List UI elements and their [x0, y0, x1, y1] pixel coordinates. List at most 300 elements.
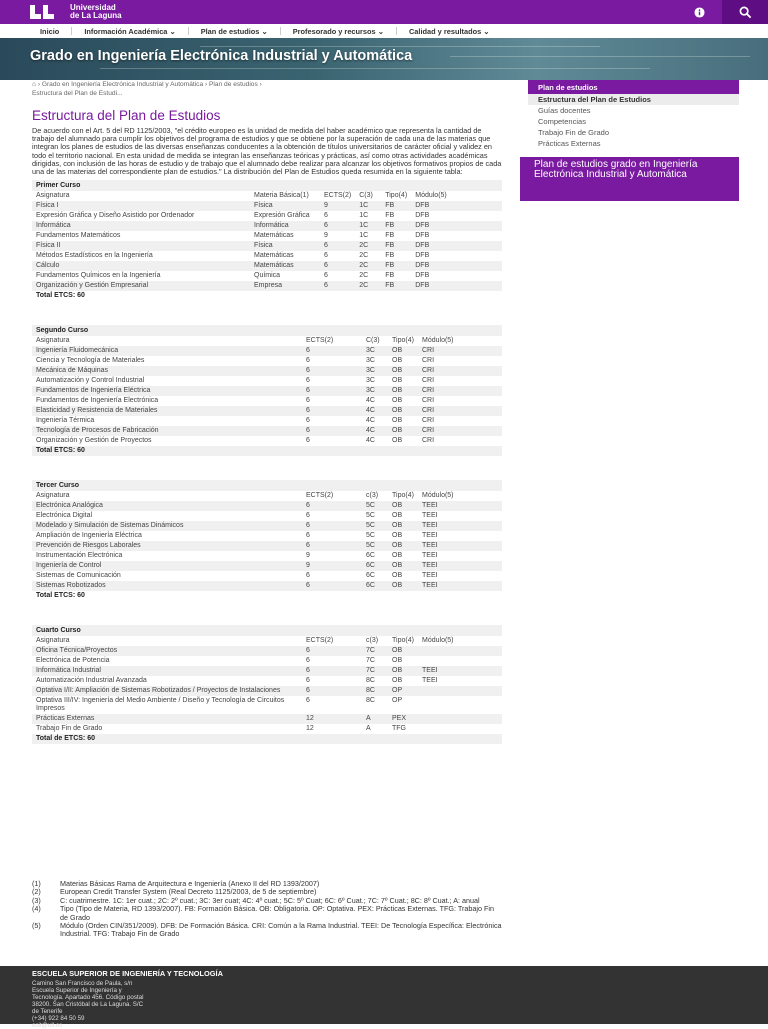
- table-row: [32, 281, 502, 291]
- table-cell: OB: [388, 541, 418, 551]
- search-button[interactable]: [722, 0, 768, 24]
- table-row: [32, 261, 502, 271]
- column-header: Tipo(4): [388, 491, 418, 501]
- footnote-key: (5): [32, 921, 41, 931]
- table-cell: FB: [381, 221, 411, 231]
- footnote-text: Materias Básicas Rama de Arquitectura e Ingeniería (Anexo II del RD 1393/2007): [60, 879, 320, 888]
- sidebar-item-competencias[interactable]: Competencias: [538, 117, 586, 126]
- table-cell: DFB: [411, 221, 502, 231]
- table-row: [32, 376, 502, 386]
- table-row: [32, 541, 502, 551]
- nav-profesorado-y-recursos[interactable]: [293, 27, 384, 36]
- column-header: ECTS(2): [302, 491, 362, 501]
- table-cell: OB: [388, 531, 418, 541]
- table-row: [32, 271, 502, 281]
- column-header: Tipo(4): [388, 636, 418, 646]
- table-cell: OB: [388, 656, 418, 666]
- column-header: Módulo(5): [418, 636, 502, 646]
- table-cell: DFB: [411, 201, 502, 211]
- table-cell: 3C: [362, 346, 388, 356]
- footer-address-4: 38200. San Cristóbal de La Laguna. S/C: [32, 1001, 144, 1008]
- table-header-row: [32, 491, 502, 501]
- table-cell: 6: [302, 581, 362, 591]
- table-cell: Métodos Estadísticos en la Ingeniería: [32, 251, 250, 261]
- table-row: [32, 686, 502, 696]
- table-row: [32, 211, 502, 221]
- table-cell: TEEI: [418, 571, 502, 581]
- course-section: [32, 480, 502, 601]
- table-cell: FB: [381, 251, 411, 261]
- table-cell: Sistemas de Comunicación: [32, 571, 302, 581]
- table-cell: OB: [388, 346, 418, 356]
- table-cell: 6: [302, 521, 362, 531]
- nav-divider: [280, 27, 281, 35]
- table-cell: OB: [388, 521, 418, 531]
- footer-address-5: de Tenerife: [32, 1008, 63, 1015]
- table-row: [32, 346, 502, 356]
- info-icon: [694, 7, 705, 18]
- table-cell: 9: [320, 231, 355, 241]
- sidebar: [528, 80, 739, 149]
- brand-line-1: Universidad: [70, 3, 116, 12]
- table-cell: 3C: [362, 356, 388, 366]
- table-row: [32, 646, 502, 656]
- table-cell: [418, 686, 502, 696]
- table-cell: 3C: [362, 366, 388, 376]
- table-cell: 12: [302, 724, 362, 734]
- column-header: ECTS(2): [302, 336, 362, 346]
- table-cell: OB: [388, 501, 418, 511]
- table-cell: CRI: [418, 356, 502, 366]
- table-header-row: [32, 336, 502, 346]
- table-cell: Prevención de Riesgos Laborales: [32, 541, 302, 551]
- table-cell: TEEI: [418, 531, 502, 541]
- footnote-text: Módulo (Orden CIN/351/2009). DFB: De Formación Básica. CRI: Común a la Rama Industrial. TEEI: De Tecnología Específica: Electrónica Industrial. TFG: Trabajo Fin de Grado: [60, 921, 502, 939]
- footer: [0, 966, 768, 1029]
- table-cell: TEEI: [418, 561, 502, 571]
- table-cell: 3C: [362, 386, 388, 396]
- table-cell: 8C: [362, 696, 388, 714]
- table-cell: Fundamentos de Ingeniería Electrónica: [32, 396, 302, 406]
- table-cell: Instrumentación Electrónica: [32, 551, 302, 561]
- table-cell: 6C: [362, 551, 388, 561]
- top-bar: [0, 0, 768, 24]
- table-row: [32, 221, 502, 231]
- table-cell: 1C: [355, 211, 381, 221]
- table-cell: 3C: [362, 376, 388, 386]
- footer-address-3: Tecnología. Apartado 456. Código postal: [32, 994, 144, 1001]
- table-row: [32, 561, 502, 571]
- sidebar-item-estructura[interactable]: Estructura del Plan de Estudios: [528, 94, 739, 105]
- footer-address-2: Escuela Superior de Ingeniería y: [32, 987, 122, 994]
- table-cell: FB: [381, 261, 411, 271]
- table-cell: Electrónica Digital: [32, 511, 302, 521]
- table-cell: OB: [388, 426, 418, 436]
- table-cell: OB: [388, 571, 418, 581]
- table-cell: Electrónica de Potencia: [32, 656, 302, 666]
- hero-banner: [0, 38, 768, 80]
- table-row: [32, 696, 502, 714]
- table-cell: Expresión Gráfica: [250, 211, 320, 221]
- table-cell: OB: [388, 386, 418, 396]
- sidebar-item-tfg[interactable]: Trabajo Fin de Grado: [538, 128, 610, 137]
- table-cell: 6: [320, 211, 355, 221]
- table-cell: TEEI: [418, 521, 502, 531]
- table-cell: Matemáticas: [250, 251, 320, 261]
- table-cell: DFB: [411, 281, 502, 291]
- table-cell: 6: [302, 676, 362, 686]
- table-cell: 7C: [362, 656, 388, 666]
- nav-divider: [396, 27, 397, 35]
- table-cell: Prácticas Externas: [32, 714, 302, 724]
- intro-paragraph: De acuerdo con el Art. 5 del RD 1125/2003, "el crédito europeo es la unidad de medida del haber académico que representa la cantidad de trabajo del alumnado para cumplir los objetivos del programa de estudios y que se obtiene por la superación de cada una de las materias que integran los planes de estudios de las diversas enseñanzas conducentes a la obtención de títulos universitarios de carácter oficial y validez en todo el territorio nacional. En esta unidad de medida se integran las enseñanzas teóricas y prácticas, así como otras actividades académicas dirigidas, con inclusión de las horas de estudio y de trabajo que el alumnado debe realizar para alcanzar los objetivos formativos propios de cada una de las materias del correspondiente plan de estudios." La distribución del Plan de Estudios queda resumida en la siguiente tabla:: [32, 126, 502, 177]
- nav-divider: [71, 27, 72, 35]
- column-header: ECTS(2): [320, 191, 355, 201]
- table-cell: [418, 724, 502, 734]
- table-cell: 6: [302, 656, 362, 666]
- search-icon: [739, 6, 752, 19]
- table-cell: 6: [302, 696, 362, 714]
- table-header-row: [32, 191, 502, 201]
- table-cell: OB: [388, 416, 418, 426]
- table-cell: 7C: [362, 666, 388, 676]
- table-cell: 9: [320, 201, 355, 211]
- nav-calidad-y-resultados[interactable]: [409, 27, 490, 36]
- sidebar-header[interactable]: Plan de estudios: [528, 80, 739, 94]
- table-cell: 6C: [362, 561, 388, 571]
- table-cell: 6: [302, 646, 362, 656]
- table-cell: 6: [302, 426, 362, 436]
- brand-line-2: de La Laguna: [70, 11, 122, 20]
- chevron-down-icon: ⌄: [483, 26, 490, 36]
- nav-plan-de-estudios[interactable]: [201, 27, 268, 36]
- table-cell: 6: [320, 261, 355, 271]
- table-cell: 6: [302, 346, 362, 356]
- table-cell: Matemáticas: [250, 231, 320, 241]
- table-cell: 6: [302, 666, 362, 676]
- total-ects: Total ETCS: 60: [32, 291, 502, 301]
- course-table: [32, 636, 502, 744]
- table-cell: Modelado y Simulación de Sistemas Dinámicos: [32, 521, 302, 531]
- table-cell: FB: [381, 241, 411, 251]
- table-cell: A: [362, 714, 388, 724]
- table-cell: 9: [302, 551, 362, 561]
- table-cell: DFB: [411, 261, 502, 271]
- footnote-text: C: cuatrimestre. 1C: 1er cuat.; 2C: 2º cuat.; 3C: 3er cuat; 4C: 4º cuat.; 5C: 5º Cuat; 6C: 6º Cuat.; 7C: 7º Cuat.; 8C: 8º Cuat.; A: anual: [60, 895, 480, 905]
- footnote-key: (3): [32, 895, 41, 905]
- table-cell: Física: [250, 201, 320, 211]
- table-cell: 6: [302, 406, 362, 416]
- table-cell: PEX: [388, 714, 418, 724]
- column-header: Asignatura: [32, 336, 302, 346]
- home-icon[interactable]: ⌂: [32, 81, 36, 88]
- table-cell: 4C: [362, 396, 388, 406]
- table-cell: TEEI: [418, 676, 502, 686]
- table-cell: Matemáticas: [250, 261, 320, 271]
- ull-logo-icon: [30, 5, 56, 19]
- table-cell: OB: [388, 666, 418, 676]
- table-cell: CRI: [418, 436, 502, 446]
- table-cell: [418, 656, 502, 666]
- table-cell: [418, 696, 502, 714]
- footnote-key: (1): [32, 879, 41, 888]
- table-cell: CRI: [418, 406, 502, 416]
- course-section: [32, 180, 502, 301]
- table-cell: 6: [320, 251, 355, 261]
- table-cell: Ingeniería de Control: [32, 561, 302, 571]
- column-header: Tipo(4): [388, 336, 418, 346]
- table-cell: [418, 714, 502, 724]
- course-table: [32, 191, 502, 301]
- column-header: Tipo(4): [381, 191, 411, 201]
- table-cell: 1C: [355, 221, 381, 231]
- column-header: c(3): [362, 636, 388, 646]
- table-row: [32, 571, 502, 581]
- table-row: [32, 406, 502, 416]
- chevron-down-icon: ⌄: [377, 26, 384, 36]
- table-cell: 6: [320, 221, 355, 231]
- table-cell: 6: [302, 436, 362, 446]
- table-cell: CRI: [418, 386, 502, 396]
- column-header: C(3): [355, 191, 381, 201]
- table-cell: 6: [302, 386, 362, 396]
- table-cell: CRI: [418, 366, 502, 376]
- table-cell: Empresa: [250, 281, 320, 291]
- table-cell: 6: [302, 396, 362, 406]
- table-cell: 6C: [362, 581, 388, 591]
- table-cell: 5C: [362, 521, 388, 531]
- table-cell: Sistemas Robotizados: [32, 581, 302, 591]
- footnote-text: Tipo (Tipo de Materia, RD 1393/2007). FB: Formación Básica. OB: Obligatoria. OP: Optativa. PEX: Prácticas Externas. TFG: Trabajo Fin de Grado: [60, 904, 494, 922]
- table-cell: OB: [388, 376, 418, 386]
- course-title: Primer Curso: [32, 180, 502, 191]
- course-table: [32, 336, 502, 456]
- nav-label: Profesorado y recursos: [292, 26, 376, 36]
- table-cell: OB: [388, 436, 418, 446]
- sidebar-item-guias[interactable]: Guías docentes: [538, 106, 591, 115]
- column-header: Módulo(5): [418, 491, 502, 501]
- column-header: ECTS(2): [302, 636, 362, 646]
- breadcrumb-link-grado[interactable]: Grado en Ingeniería Electrónica Industrial y Automática: [41, 81, 204, 88]
- table-cell: Cálculo: [32, 261, 250, 271]
- table-row: [32, 436, 502, 446]
- table-cell: 6: [302, 686, 362, 696]
- footnote: [32, 905, 502, 922]
- table-cell: 6: [302, 501, 362, 511]
- footer-title: ESCUELA SUPERIOR DE INGENIERÍA Y TECNOLOGÍA: [32, 969, 223, 978]
- table-cell: DFB: [411, 271, 502, 281]
- column-header: Asignatura: [32, 191, 250, 201]
- table-row: [32, 531, 502, 541]
- table-cell: 6: [302, 531, 362, 541]
- table-cell: TEEI: [418, 666, 502, 676]
- table-row: [32, 396, 502, 406]
- table-cell: FB: [381, 201, 411, 211]
- table-cell: Optativa I/II: Ampliación de Sistemas Robotizados / Proyectos de Instalaciones: [32, 686, 302, 696]
- nav-label: Calidad y resultados: [408, 26, 482, 36]
- table-cell: 6: [320, 271, 355, 281]
- table-cell: TEEI: [418, 501, 502, 511]
- table-cell: 6: [302, 511, 362, 521]
- table-cell: OB: [388, 396, 418, 406]
- table-cell: 6: [302, 356, 362, 366]
- table-row: [32, 521, 502, 531]
- table-row: [32, 201, 502, 211]
- table-cell: 6: [302, 366, 362, 376]
- table-cell: Química: [250, 271, 320, 281]
- table-cell: 6C: [362, 571, 388, 581]
- table-cell: 2C: [355, 241, 381, 251]
- table-cell: 7C: [362, 646, 388, 656]
- table-cell: Ciencia y Tecnología de Materiales: [32, 356, 302, 366]
- table-row: [32, 666, 502, 676]
- brand-name: [70, 4, 122, 20]
- table-row: [32, 551, 502, 561]
- table-cell: OB: [388, 561, 418, 571]
- table-cell: 5C: [362, 541, 388, 551]
- table-row: [32, 366, 502, 376]
- table-cell: 8C: [362, 676, 388, 686]
- table-cell: Informática: [250, 221, 320, 231]
- table-cell: Optativa III/IV: Ingeniería del Medio Ambiente / Diseño y Tecnología de Circuitos Impresos: [32, 696, 302, 714]
- table-row: [32, 676, 502, 686]
- table-row: [32, 426, 502, 436]
- table-cell: Informática Industrial: [32, 666, 302, 676]
- table-cell: FB: [381, 271, 411, 281]
- nav-label: Información Académica: [84, 26, 168, 36]
- table-row: [32, 724, 502, 734]
- table-cell: 2C: [355, 251, 381, 261]
- table-cell: 1C: [355, 231, 381, 241]
- table-cell: Expresión Gráfica y Diseño Asistido por Ordenador: [32, 211, 250, 221]
- total-ects: Total de ETCS: 60: [32, 734, 502, 744]
- table-cell: TEEI: [418, 581, 502, 591]
- table-cell: OP: [388, 686, 418, 696]
- table-cell: Oficina Técnica/Proyectos: [32, 646, 302, 656]
- table-cell: OB: [388, 356, 418, 366]
- table-cell: TEEI: [418, 551, 502, 561]
- total-ects: Total ETCS: 60: [32, 591, 502, 601]
- table-cell: 5C: [362, 531, 388, 541]
- table-cell: 4C: [362, 416, 388, 426]
- table-cell: OB: [388, 646, 418, 656]
- table-cell: DFB: [411, 251, 502, 261]
- course-title: Segundo Curso: [32, 325, 502, 336]
- table-cell: Organización y Gestión Empresarial: [32, 281, 250, 291]
- table-cell: 1C: [355, 201, 381, 211]
- table-cell: TFG: [388, 724, 418, 734]
- sidebar-item-practicas[interactable]: Prácticas Externas: [538, 139, 601, 148]
- table-cell: CRI: [418, 396, 502, 406]
- column-header: C(3): [362, 336, 388, 346]
- table-cell: Automatización Industrial Avanzada: [32, 676, 302, 686]
- footnote-text: European Credit Transfer System (Real Decreto 1125/2003, de 5 de septiembre): [60, 887, 317, 897]
- table-cell: 9: [302, 561, 362, 571]
- column-header: Asignatura: [32, 491, 302, 501]
- footnote: [32, 922, 502, 939]
- table-cell: CRI: [418, 376, 502, 386]
- table-cell: 6: [320, 281, 355, 291]
- table-cell: Fundamentos de Ingeniería Eléctrica: [32, 386, 302, 396]
- table-cell: Trabajo Fin de Grado: [32, 724, 302, 734]
- total-ects: Total ETCS: 60: [32, 446, 502, 456]
- table-total-row: [32, 446, 502, 456]
- table-cell: 4C: [362, 426, 388, 436]
- course-section: [32, 625, 502, 744]
- table-cell: Automatización y Control Industrial: [32, 376, 302, 386]
- table-cell: Ampliación de Ingeniería Eléctrica: [32, 531, 302, 541]
- table-total-row: [32, 291, 502, 301]
- hero-title: Grado en Ingeniería Electrónica Industrial y Automática: [30, 48, 413, 64]
- nav-inicio[interactable]: Inicio: [40, 26, 60, 36]
- table-cell: 6: [302, 541, 362, 551]
- university-logo[interactable]: [30, 4, 122, 20]
- table-cell: [418, 646, 502, 656]
- table-row: [32, 501, 502, 511]
- nav-divider: [188, 27, 189, 35]
- footer-phone[interactable]: (+34) 922 84 50 59: [32, 1015, 85, 1022]
- table-cell: OB: [388, 406, 418, 416]
- table-cell: 2C: [355, 261, 381, 271]
- table-cell: OB: [388, 676, 418, 686]
- table-cell: Informática: [32, 221, 250, 231]
- footer-address-1: Camino San Francisco de Paula, s/n: [32, 980, 133, 987]
- table-cell: 2C: [355, 271, 381, 281]
- table-row: [32, 356, 502, 366]
- plan-promo-link[interactable]: Plan de estudios grado en Ingeniería Electrónica Industrial y Automática: [520, 157, 739, 201]
- table-cell: Elasticidad y Resistencia de Materiales: [32, 406, 302, 416]
- breadcrumb-link-plan[interactable]: Plan de estudios: [209, 81, 258, 88]
- table-cell: 5C: [362, 501, 388, 511]
- info-button[interactable]: [676, 0, 722, 24]
- table-cell: Electrónica Analógica: [32, 501, 302, 511]
- table-cell: OB: [388, 366, 418, 376]
- course-section: [32, 325, 502, 456]
- footnote-key: (4): [32, 904, 41, 914]
- table-cell: TEEI: [418, 541, 502, 551]
- table-cell: FB: [381, 281, 411, 291]
- table-cell: CRI: [418, 416, 502, 426]
- table-cell: 6: [302, 571, 362, 581]
- nav-label: Plan de estudios: [200, 26, 260, 36]
- nav-informacion-academica[interactable]: [84, 27, 175, 36]
- table-cell: DFB: [411, 241, 502, 251]
- table-cell: 6: [302, 376, 362, 386]
- table-cell: OB: [388, 551, 418, 561]
- table-cell: CRI: [418, 426, 502, 436]
- table-cell: OB: [388, 581, 418, 591]
- table-cell: 12: [302, 714, 362, 724]
- course-title: Tercer Curso: [32, 480, 502, 491]
- column-header: Asignatura: [32, 636, 302, 646]
- table-cell: 5C: [362, 511, 388, 521]
- table-cell: Fundamentos Matemáticos: [32, 231, 250, 241]
- table-cell: DFB: [411, 211, 502, 221]
- table-row: [32, 511, 502, 521]
- table-cell: Organización y Gestión de Proyectos: [32, 436, 302, 446]
- table-row: [32, 241, 502, 251]
- table-row: [32, 231, 502, 241]
- footnote-key: (2): [32, 887, 41, 897]
- table-row: [32, 386, 502, 396]
- table-cell: CRI: [418, 346, 502, 356]
- table-cell: DFB: [411, 231, 502, 241]
- column-header: Módulo(5): [418, 336, 502, 346]
- table-total-row: [32, 734, 502, 744]
- column-header: Materia Básica(1): [250, 191, 320, 201]
- course-table: [32, 491, 502, 601]
- footer-email[interactable]: esit@ull.es: [32, 1022, 63, 1029]
